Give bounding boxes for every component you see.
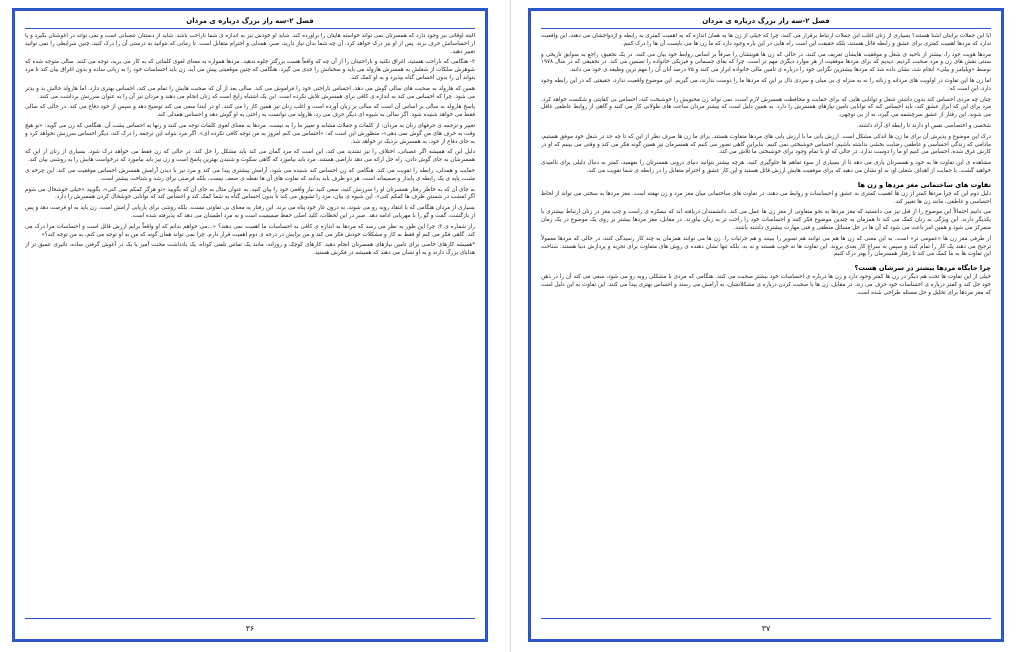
paragraph: اما زن ها این تفاوت در اولویت های مردانه و زنانه را نه به منزله ی بی میلی و سردی دال بر این که مردها ما را دوست ندارند، می گیریم. این موضوع واقعیت ندارد، حقیقتی که در این رابطه وجود دارد، این است که: bbox=[541, 77, 991, 92]
paragraph: پاسخ هارولد به سالی بر اساس آن است که سالی بر زبان آورده است و اغلب زنان نیز همین کار را می کنند. او در ابتدا سعی می کند توضیح دهد و سپس از خود دفاع می کند. در حالی که سالی فقط می خواهد شنیده شود. اگر سالی به شیوه ای دیگر حرف می زد، هارولد می توانست به راحتی به او گوش دهد و احساس همدلی کند. bbox=[25, 104, 475, 119]
right-page-body bbox=[541, 33, 991, 613]
right-footer-rule bbox=[541, 618, 991, 619]
paragraph: راز شماره ی ۳: چرا این طور به نظر می رسد که مردها به اندازه ی کافی به احساسات ما اهمیت نمی دهند؟ «...می خواهم بدانم که او واقعاً برایم ارزش قائل است و احساسات مرا درک می کند. گاهی فکر می کنم او فقط به کار و مشکلات خودش فکر می کند و من برایش در درجه ی دوم اهمیت قرار دارم. چرا نمی تواند همان گونه که من به او توجه می کنم، به من توجه کند؟» bbox=[25, 223, 475, 238]
left-page-header: فصل ۲-سه راز بزرگ درباره ی مردان bbox=[186, 17, 314, 25]
paragraph: *همیشه کارهای خاصی برای تامین نیازهای همسرتان انجام دهید. کارهای کوچک و روزانه، مانند یک تماس تلفنی کوتاه، یک یادداشت محبت آمیز یا یک در آغوش گرفتن ساده، تاثیری عمیق تر از هدایای بزرگ دارند و به او نشان می دهند که همیشه در فکرش هستید. bbox=[25, 242, 475, 257]
paragraph: می دانیم احتمالاً این موضوع را از قبل نیز می دانستید که مغز مردها به نحو متفاوتی از مغز زن ها عمل می کند. دانشمندان دریافته اند که نیمکره ی راست و چپ مغز در زنان ارتباط بیشتری با یکدیگر دارند. این ویژگی به زنان کمک می کند تا همزمان به چندین موضوع فکر کنند و احساسات خود را راحت تر به زبان بیاورند. در مقابل، مغز مردها بیشتر بر روی یک موضوع در یک زمان متمرکز می شود و همین امر باعث می شود که آن ها در حل مسائل منطقی و فنی مهارت بیشتری داشته باشند. bbox=[541, 209, 991, 231]
paragraph: چنان چه مردی احساس کند بدون داشتن شغل و توانایی هایی که برای حمایت و محافظت همسرش لازم است، نمی تواند زن محبوبش را خوشبخت کند، احساس بی کفایتی و شکست خواهد کرد. مرد برای این که ابراز عشق کند، باید احساس کند که توانایی تامین نیازهای همسرش را دارد. به همین دلیل است که بیشتر مردان ساعت های طولانی کار می کنند و گاهی از روابط عاطفی غافل می شوند. این رفتار از عشق سرچشمه می گیرد، نه از بی توجهی. bbox=[541, 96, 991, 119]
paragraph: ۲- هنگامی که ناراحت هستید، اغراق نکنید و ناراحتیتان را از آن چه که واقعاً هست بزرگتر جلوه ندهید. مردها همواره به معنای لغوی کلماتی که به کار می برید، توجه می کنند. سالی متوجه شده که شوهرش سلکات از شغلش به همسرش هارولد می باید و سخنانش را جدی می گیرد. هنگامی که چنین موقعیتی پیش می آید، زن باید احساسات خود را به زبانی ساده و بدون اغراق بیان کند تا مرد بتواند آن را بدون احساس گناه بپذیرد و به او کمک کند. bbox=[25, 59, 475, 81]
paragraph: به جای آن که به خاطر رفتار همسرتان او را سرزنش کنید، سعی کنید نیاز واقعی خود را بیان کنید. به عنوان مثال به جای آن که بگویید «تو هرگز کمکم نمی کنی»، بگویید «خیلی خوشحال می شوم اگر امشب در شستن ظرف ها کمکم کنی». این شیوه ی بیان، مرد را تشویق می کند تا بدون احساس گناه به شما کمک کند و احساس کند که توانایی خوشحال کردن همسرش را دارد. bbox=[25, 186, 475, 201]
right-page-header: فصل ۲-سه راز بزرگ درباره ی مردان bbox=[702, 17, 830, 25]
book-gutter bbox=[510, 0, 511, 652]
paragraph: البته اوقاتی نیز وجود دارد که همسرتان نمی تواند خواسته هایتان را برآورده کند. شاید او خودش نیز به اندازه ی شما ناراحت باشد. شاید از دستتان عصبانی است و نمی تواند در آغوشتان بگیرد و یا از احساساتش حرف بزند. پس از او نیز درک خواهد کرد. آن چه شما بدان نیاز دارید، صبر، همدلی و احترام متقابل است. تا زمانی که نتوانید به درستی آن را درک کنید، چنین شرایطی را نمی توانید تغییر دهید. bbox=[25, 33, 475, 55]
paragraph: درک این موضوع و پذیرش آن برای ما زن ها اندکی مشکل است. ارزش یابی ما با ارزش یابی های مردها متفاوت هستند. برای ما زن ها صرف نظر از این که تا چه حد در شغل خود موفق هستیم، مادامی که زندگی احساسی و عاطفی رضایت بخشی نداشته باشیم، احساس خوشبختی نمی کنیم. بنابراین گاهی تصور می کنیم که همسرمان نیز همین گونه فکر می کند و وقتی می بینیم که او در کارش غرق شده، احساس می کنیم او ما را دوست ندارد. در حالی که او با تمام وجود برای خوشبختی ما تلاش می کند. bbox=[541, 133, 991, 156]
paragraph: خیلی از این تفاوت ها تحت هم دیگر در زن ها کمتر وجود دارد و زن ها درباره ی احساسات خود بیشتر صحبت می کنند. هنگامی که مردی با مشکلی روبه رو می شود، سعی می کند آن را در ذهن خود حل کند و کمتر درباره ی احساسات خود حرف می زند. در مقابل، زن ها با صحبت کردن درباره ی مشکلاتشان، به آرامش می رسند و احساس بهتری پیدا می کنند. این تفاوت به این دلیل است که مغز مردها برای تحلیل و حل مسئله طراحی شده است. bbox=[541, 274, 991, 296]
paragraph: دلیل این که همیشه اگر عصبانی، اختلاف را نیز تشدید می کند، این است که مرد گمان می کند باید مشکل را حل کند. در حالی که زن فقط می خواهد درک شود. بسیاری از زنان از این که همسرشان به جای گوش دادن، راه حل ارائه می دهد ناراضی هستند. مرد باید بیاموزد که گاهی سکوت و شنیدن بهترین پاسخ است و زن نیز باید بیاموزد که درخواست هایش را به روشنی بیان کند. bbox=[25, 149, 475, 164]
paragraph: تغییر و ترجمه ی حرفهای زنان به مردان: از کلمات و جملات مشابه و تعبیر ما را به نیست. مردها به معنای لغوی کلمات توجه می کنند و زنها به احساس پشت آن. هنگامی که زن می گوید: «تو هیچ وقت به حرف های من گوش نمی دهی»، منظورش این است که: «احساس می کنم امروز به من توجه کافی نکرده ای». اگر مرد بتواند این ترجمه را درک کند، دیگر احساس سرزنش نخواهد کرد و به جای دفاع از خود، به همسرش نزدیک تر خواهد شد. bbox=[25, 122, 475, 145]
paragraph: دلیل دوم این که چرا مردها کمتر از زن ها اهمیت کمتری به عشق و احساسات و روابط می دهند، در تفاوت های ساختمانی میان مغز مرد و زن نهفته است. مغز مردها به سختی می تواند از لحاظ احساسی و عاطفی، مانند زن ها تغییر کند. bbox=[541, 190, 991, 205]
left-page bbox=[12, 8, 488, 642]
left-header-rule bbox=[25, 28, 475, 29]
section-heading: تفاوت های ساختمانی مغز مردها و زن ها bbox=[857, 180, 991, 189]
paragraph: آیا این جملات برایتان آشنا هستند؟ بسیاری از زنان اغلب این جملات ارتباط برقرار می کنند، چرا که خیلی از زن ها به همان اندازه که به اهمیت کمتری به رابطه و ازدواجشان می دهند، این واقعیت ندارد که مردها اهمیت کمتری برای عشق و رابطه قائل هستند، بلکه حقیقت این است راه هایی در این باره وجود دارد که ما زن ها می بایست آن ها را درک کنیم. bbox=[541, 33, 991, 47]
left-page-number: ۳۶ bbox=[245, 624, 255, 633]
paragraph: همین که هارولد به صحبت های سالی گوش می دهد، احساس ناراحتی خود را فراموش می کند. سالی بعد از آن که صحبت هایش را تمام می کند، احساس بهتری دارد. اما هارولد حالش بد و بدتر می شود. چرا که احساس می کند به اندازه ی کافی برای همسرش تلاش نکرده است. این یک اشتباه رایج است که زنان انجام می دهند و مردان نیز آن را به عنوان سرزنش برداشت می کنند. bbox=[25, 85, 475, 100]
left-footer-rule bbox=[25, 618, 475, 619]
paragraph: مردها هویت خود را، بیشتر از ناحیه ی شغل و موفقیت هایشان تعریف می کنند، در حالی که زن ها هویتشان را صرفاً بر اساس روابط خود بیان می کنند. در یک تحقیق، راجع به سوابق تاریخی و سنتی نقش های زن و مرد صحبت کردیم. دیدیم که برای مردها موفقیت از هر موارد دیگری مهم تر است. چرا که بقای جسمانی و فیزیکی خانواده را تضمین می کند. در تحقیقی که در سال ۱۹۷۸ توسط «ویلیامز و بیلی» انجام شد، نشان داده شد که مردها بیشترین نگرانی خود را درباره ی تامین مالی خانواده ابراز می کنند و ۷۵ درصد آنان آن را مهم ترین وظیفه ی خود می دانند. bbox=[541, 51, 991, 74]
paragraph: حمایت و همدلی، رابطه را تقویت می کند. هنگامی که زن احساس کند شنیده می شود، آرامش بیشتری پیدا می کند و مرد نیز با دیدن آرامش همسرش احساس موفقیت می کند. این چرخه ی مثبت، پایه ی یک رابطه ی پایدار و صمیمانه است. هر دو طرف باید بدانند که تفاوت های آن ها نقطه ی ضعف نیست، بلکه فرصتی برای رشد و شناخت بیشتر است. bbox=[25, 167, 475, 182]
paragraph: مشاهده ی این تفاوت ها به خود و همسرتان یاری می دهد تا از بسیاری از سوء تفاهم ها جلوگیری کنید. هرچه بیشتر بتوانید دنیای درونی همسرتان را بفهمید، کمتر به دنبال دلیلی برای ناامیدی خواهید گشت. با حمایت از اهداف شغلی او، به او نشان می دهید که برای موفقیت هایش ارزش قائل هستید و این کار عشق و احترام متقابل را در رابطه ی شما تقویت می کند. bbox=[541, 160, 991, 174]
right-header-rule bbox=[541, 28, 991, 29]
section-heading: چرا جایگاه مردها بیشتر در سرشان هست؟ bbox=[854, 264, 991, 273]
right-page-number: ۳۷ bbox=[761, 624, 771, 633]
left-page-body bbox=[25, 33, 475, 613]
paragraph: بسیاری از مردان هنگامی که با انتقاد روبه رو می شوند، به درون غار خود پناه می برند. این رفتار به معنای بی تفاوتی نیست، بلکه روشی برای بازیابی آرامش است. زن باید به او فرصت دهد و پس از بازگشت، گفت و گو را با مهربانی ادامه دهد. صبر در این لحظات، کلید اصلی حفظ صمیمیت است و به مرد اطمینان می دهد که پذیرفته شده است. bbox=[25, 205, 475, 219]
paragraph: شخصی و اختصاصی نفس او دارند تا رابطه ای آزاد داشته. bbox=[856, 122, 991, 129]
paragraph: از طرفی مغز زن ها «عمومی تر» است. به این معنی که زن ها هم می توانند هم تصویر را ببینند و هم جزئیات را. زن ها می توانند همزمان به چند کار رسیدگی کنند، در حالی که مردها معمولاً ترجیح می دهند یک کار را تمام کنند و سپس به سراغ کار بعدی بروند. این تفاوت ها نه خوب هستند و نه بد، بلکه تنها نشان دهنده ی روش های متفاوت برای تجربه و پردازش دنیا هستند. شناخت این تفاوت ها به ما کمک می کند تا رفتار همسرمان را بهتر درک کنیم. bbox=[541, 235, 991, 258]
right-page bbox=[528, 8, 1004, 642]
